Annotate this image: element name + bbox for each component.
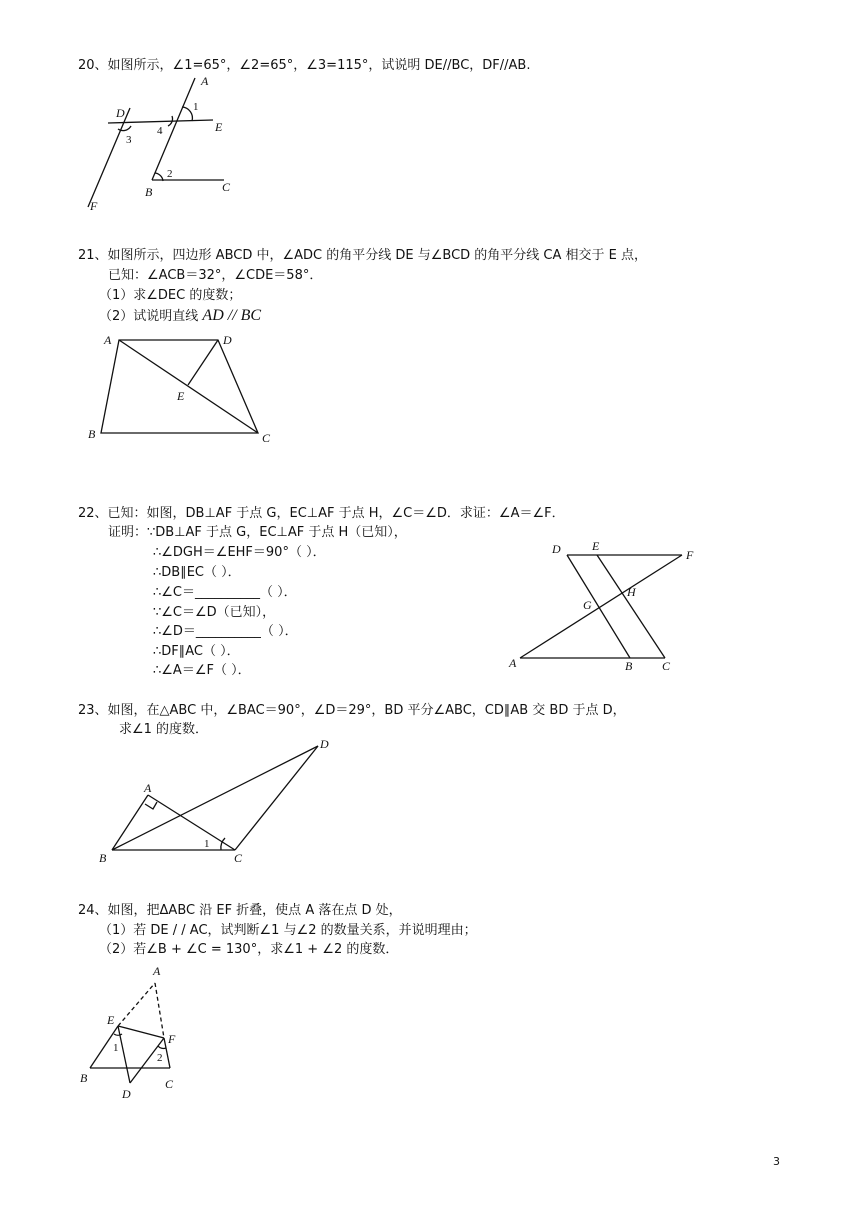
q21-part2-prefix: （2）试说明直线 [99, 309, 199, 324]
q22-proof-0: 证明：∵DB⊥AF 于点 G，EC⊥AF 于点 H（已知）， [108, 525, 407, 540]
q22-proof-6: ∴DF∥AC（ ）． [153, 644, 240, 659]
q23-label-D: D [320, 737, 329, 751]
q20-label-D: D [116, 106, 125, 120]
q22-label-D: D [552, 542, 561, 556]
q24-label-A: A [153, 964, 161, 978]
q22-line1: 22、已知：如图，DB⊥AF 于点 G，EC⊥AF 于点 H，∠C＝∠D．求证：∠A＝∠F． [78, 506, 565, 521]
q23-label-B: B [99, 851, 107, 865]
q23-label-1: 1 [204, 838, 210, 850]
q21-label-B: B [88, 427, 96, 441]
q23-label-C: C [234, 851, 243, 865]
q22-label-A: A [509, 656, 517, 670]
q23-label-A: A [144, 781, 152, 795]
q24-label-C: C [165, 1077, 174, 1091]
q23-line2: 求∠1 的度数． [119, 722, 209, 737]
q20-label-C: C [222, 180, 231, 194]
q22-label-F: F [686, 548, 694, 562]
q22-label-C: C [662, 659, 671, 673]
q20-label-4: 4 [157, 125, 163, 137]
q21-label-D: D [223, 333, 232, 347]
q21-part2-math: AD // BC [202, 307, 262, 324]
q22-proof-7: ∴∠A＝∠F（ ）． [153, 663, 251, 678]
q24-part2: （2）若∠B + ∠C = 130°，求∠1 + ∠2 的度数． [99, 942, 399, 957]
q24-label-2: 2 [157, 1052, 163, 1064]
q24-label-D: D [122, 1087, 131, 1101]
q20-label-2: 2 [167, 168, 173, 180]
q24-label-E: E [107, 1013, 115, 1027]
q24-part1: （1）若 DE / / AC，试判断∠1 与∠2 的数量关系，并说明理由； [99, 923, 477, 938]
q24-line1: 24、如图，把ΔABC 沿 EF 折叠，使点 A 落在点 D 处， [78, 903, 402, 918]
q22-proof-2: ∴DB∥EC（ ）． [153, 565, 241, 580]
q22-proof-5: ∴∠D＝__________（ ）． [153, 624, 298, 639]
q24-label-1: 1 [113, 1042, 119, 1054]
q20-label-F: F [90, 199, 98, 213]
q20-label-3: 3 [126, 134, 132, 146]
q21-label-E: E [177, 389, 185, 403]
q22-proof-1: ∴∠DGH＝∠EHF＝90°（ ）． [153, 545, 326, 560]
q21-label-C: C [262, 431, 271, 445]
q24-label-B: B [80, 1071, 88, 1085]
q22-proof-3: ∴∠C＝__________（ ）． [153, 585, 297, 600]
q20-label-A: A [201, 74, 209, 88]
q21-part1: （1）求∠DEC 的度数； [99, 288, 242, 303]
q21-line1: 21、如图所示，四边形 ABCD 中，∠ADC 的角平分线 DE 与∠BCD 的角平分线 CA 相交于 E 点， [78, 248, 648, 263]
q22-label-G: G [583, 598, 592, 612]
q20-label-B: B [145, 185, 153, 199]
q21-line2: 已知：∠ACB＝32°，∠CDE＝58°． [108, 268, 323, 283]
q22-proof-4: ∵∠C＝∠D（已知）， [153, 605, 276, 620]
q22-label-E: E [592, 539, 600, 553]
q20-label-1: 1 [193, 101, 199, 113]
q20-label-E: E [215, 120, 223, 134]
q24-label-F: F [168, 1032, 176, 1046]
page-number: 3 [773, 1155, 780, 1168]
q20-text: 20、如图所示，∠1=65°，∠2=65°，∠3=115°，试说明 DE//BC，DF//AB. [78, 58, 531, 73]
q22-label-H: H [627, 585, 636, 599]
q21-label-A: A [104, 333, 112, 347]
q22-label-B: B [625, 659, 633, 673]
q23-line1: 23、如图，在△ABC 中，∠BAC＝90°，∠D＝29°，BD 平分∠ABC，CD∥AB 交 BD 于点 D， [78, 703, 626, 718]
